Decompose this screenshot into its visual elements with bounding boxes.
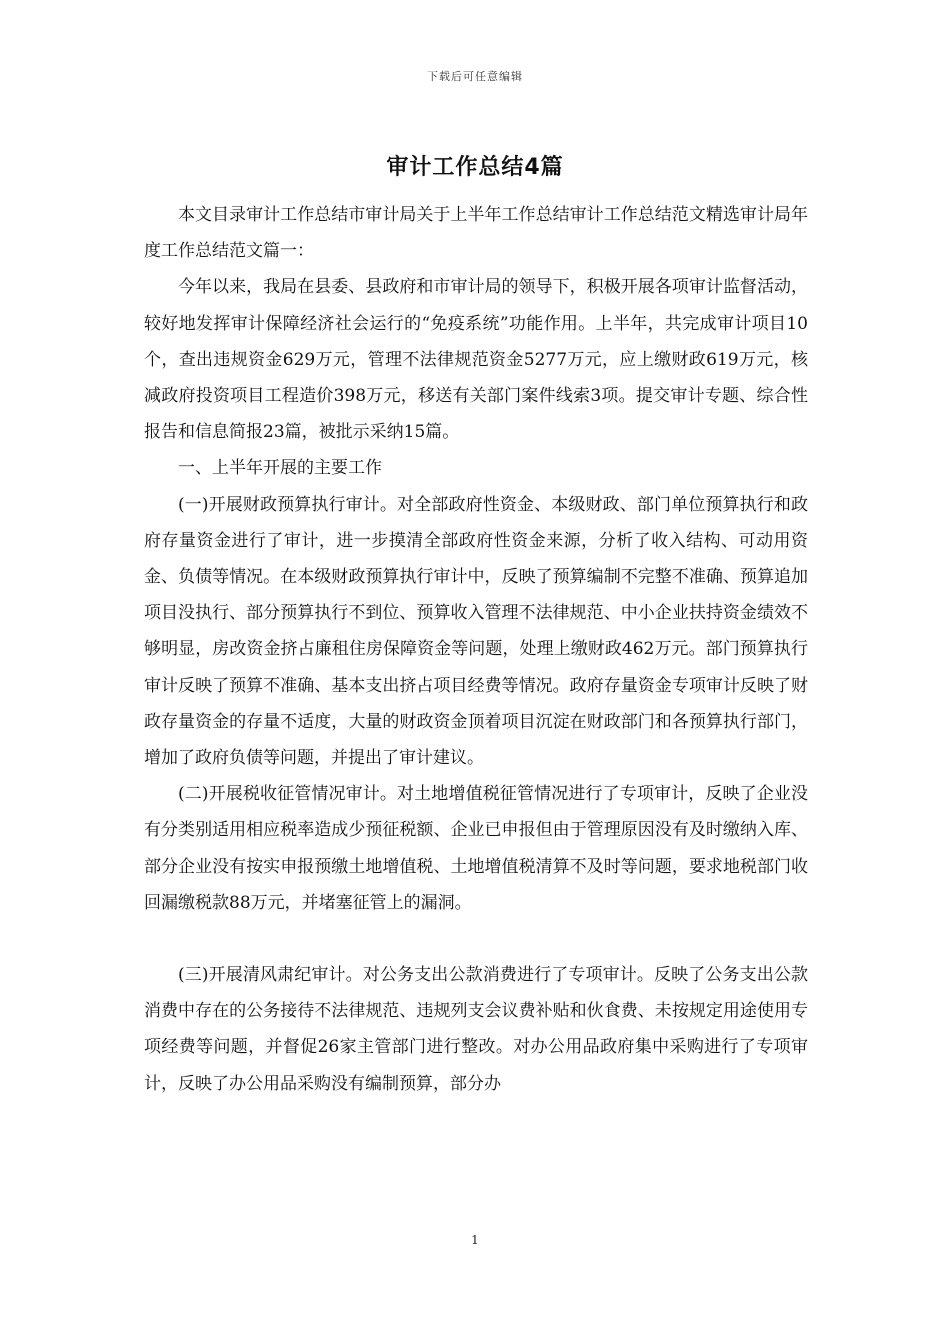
paragraph-budget-audit: (一)开展财政预算执行审计。对全部政府性资金、本级财政、部门单位预算执行和政府存量资金进行了审计，进一步摸清全部政府性资金来源，分析了收入结构、可动用资金、负债等情况。在本级财政预算执行审计中，反映了预算编制不完整不准确、预算追加项目没执行、部分预算执行不到位、预算收入管理不法律规范、中小企业扶持资金绩效不够明显，房改资金挤占廉租住房保障资金等问题，处理上缴财政462万元。部门预算执行审计反映了预算不准确、基本支出挤占项目经费等情况。政府存量资金专项审计反映了财政存量资金的存量不适度，大量的财政资金顶着项目沉淀在财政部门和各预算执行部门，增加了政府负债等问题，并提出了审计建议。 [144, 494, 808, 769]
header-note: 下载后可任意编辑 [427, 70, 523, 83]
paragraph-table-of-contents: 本文目录审计工作总结市审计局关于上半年工作总结审计工作总结范文精选审计局年度工作总结范文篇一： [144, 205, 808, 262]
paragraph-discipline-audit: (三)开展清风肃纪审计。对公务支出公款消费进行了专项审计。反映了公务支出公款消费中存在的公务接待不法律规范、违规列支会议费补贴和伙食费、未按规定用途使用专项经费等问题，并督促26家主管部门进行整改。对办公用品政府集中采购进行了专项审计，反映了办公用品采购没有编制预算，部分办 [144, 965, 808, 1094]
paragraph-tax-audit: (二)开展税收征管情况审计。对土地增值税征管情况进行了专项审计，反映了企业没有分类别适用相应税率造成少预征税额、企业已申报但由于管理原因没有及时缴纳入库、部分企业没有按实申报预缴土地增值税、土地增值税清算不及时等问题，要求地税部门收回漏缴税款88万元，并堵塞征管上的漏洞。 [144, 784, 808, 913]
section-heading-main-work: 一、上半年开展的主要工作 [178, 458, 382, 479]
page-number: 1 [471, 1233, 479, 1247]
paragraph-overview: 今年以来，我局在县委、县政府和市审计局的领导下，积极开展各项审计监督活动，较好地发挥审计保障经济社会运行的“免疫系统”功能作用。上半年，共完成审计项目10个，查出违规资金629万元，管理不法律规范资金5277万元，应上缴财政619万元，核减政府投资项目工程造价398万元，移送有关部门案件线索3项。提交审计专题、综合性报告和信息简报23篇，被批示采纳15篇。 [144, 277, 808, 443]
document-title: 审计工作总结4篇 [386, 155, 564, 180]
document-body [144, 197, 808, 1102]
